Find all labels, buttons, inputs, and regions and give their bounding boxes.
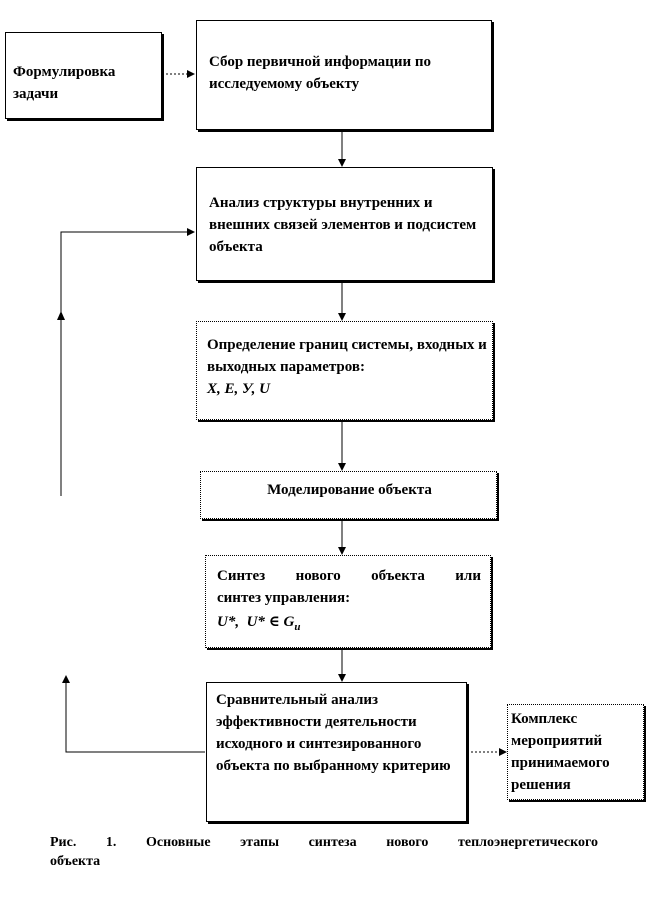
box-system-bounds bbox=[196, 321, 493, 420]
box-synthesis-line1: Синтез нового объекта или bbox=[217, 568, 481, 584]
box-structure-analysis-text: Анализ структуры внутренних и внешних связей элементов и подсистем объекта bbox=[209, 195, 477, 255]
box-collect-info-text: Сбор первичной информации по исследуемому объекту bbox=[209, 54, 432, 92]
formula-element-of: ∈ bbox=[268, 614, 280, 630]
box-task-formulation-text: Формулировка задачи bbox=[13, 64, 116, 102]
box-structure-analysis bbox=[196, 167, 493, 281]
feedback-arrowhead-up bbox=[57, 311, 65, 320]
box-system-bounds-params: X, E, У, U bbox=[207, 381, 271, 397]
box-modeling bbox=[200, 471, 497, 519]
formula-u-star-2: U* bbox=[246, 614, 265, 630]
feedback-line-from-compare bbox=[66, 676, 205, 752]
box-synthesis-formula bbox=[217, 611, 301, 638]
box-modeling-text: Моделирование объекта bbox=[267, 482, 432, 498]
box-collect-info bbox=[196, 20, 492, 130]
formula-g: G bbox=[283, 614, 295, 630]
box-comparative-analysis bbox=[206, 682, 467, 822]
box-comparative-analysis-text: Сравнительный анализ эффективности деятельности исходного и синтезированного объекта по выбранному критерию bbox=[216, 692, 451, 774]
figure-caption-line1: Рис. 1. Основные этапы синтеза нового теплоэнергетического bbox=[50, 835, 598, 850]
box-synthesis bbox=[205, 555, 491, 648]
formula-g-subscript: u bbox=[294, 621, 301, 633]
box-synthesis-line2: синтез управления: bbox=[217, 590, 351, 606]
box-measures-complex bbox=[507, 704, 644, 800]
formula-u-star-1: U*, bbox=[217, 614, 240, 630]
box-task-formulation bbox=[5, 32, 162, 119]
figure-caption-line2: объекта bbox=[50, 854, 101, 869]
box-system-bounds-text: Определение границ системы, входных и выходных параметров: bbox=[207, 337, 487, 375]
feedback-line-to-analysis bbox=[61, 232, 194, 496]
box-measures-complex-text: Комплекс мероприятий принимаемого решения bbox=[511, 711, 610, 793]
